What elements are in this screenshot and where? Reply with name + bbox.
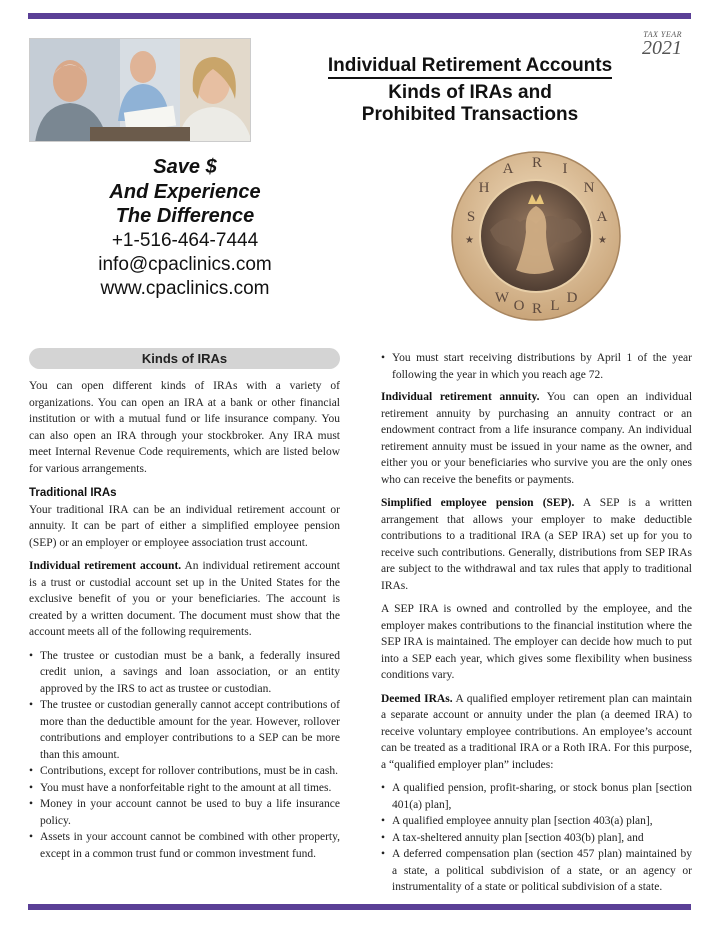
page-subtitle-line-2: Prohibited Transactions — [361, 104, 579, 125]
page-title — [260, 55, 680, 77]
logo-letter-n: N — [583, 180, 595, 196]
list-item: • Contributions, except for rollover contributions, must be in cash. — [29, 763, 340, 780]
list-item: • You must have a nonforfeitable right to the amount at all times. — [29, 780, 340, 797]
annuity-lead: Individual retirement annuity. — [381, 391, 540, 403]
logo-letter-r2: R — [531, 301, 543, 317]
logo-letter-w: W — [494, 290, 510, 306]
list-item: • Assets in your account cannot be combined with other property, except in a common trust fund or common investment fund. — [29, 829, 340, 862]
ira-account-lead: Individual retirement account. — [29, 560, 182, 572]
sep-text: A SEP is a written arrangement that allows your employer to make deductible contributions to a traditional IRA (a SEP IRA) set up for you to receive such contributions. Generally, distributions from SEP IRAs are subject to the withdrawal and tax rules that apply to traditional IRAs. — [381, 497, 692, 592]
sep-paragraph — [381, 495, 692, 594]
list-item: • A tax-sheltered annuity plan [section 403(b) plan], and — [381, 830, 692, 847]
logo-letter-o: O — [513, 298, 525, 314]
logo-letter-s: S — [466, 209, 476, 225]
ira-account-paragraph — [29, 558, 340, 641]
promo-block — [40, 155, 330, 301]
page-subtitle-line-1: Kinds of IRAs and — [388, 82, 552, 103]
svg-text:★: ★ — [465, 235, 474, 246]
annuity-paragraph — [381, 389, 692, 488]
logo-letter-a2: A — [596, 209, 608, 225]
list-item: • The trustee or custodian must be a bank, a federally insured credit union, a savings and loan association, or an entity approved by the IRS to act as trustee or custodian. — [29, 648, 340, 698]
list-item: • A deferred compensation plan (section 457 plan) maintained by a state, a political subdivision of a state, or an agency or instrumentality of a state or political subdivision of a state. — [381, 846, 692, 896]
deemed-iras-lead: Deemed IRAs. — [381, 692, 453, 705]
promo-slogan-line-1: Save $ — [153, 156, 217, 178]
promo-slogan-line-3: The Difference — [115, 205, 255, 227]
intro-paragraph: You can open different kinds of IRAs with a variety of organizations. You can open an IRA at a bank or other financial institution or with a mutual fund or life insurance company. You can also open an IRA through your stockbroker. Any IRA must meet Internal Revenue Code requirements, which are listed below for various arrangements. — [29, 380, 340, 475]
top-accent-bar — [28, 13, 691, 19]
phone-number[interactable]: +1-516-464-7444 — [111, 229, 259, 251]
page-title-text: Individual Retirement Accounts — [328, 55, 612, 79]
email-address[interactable]: info@cpaclinics.com — [98, 253, 272, 275]
distribution-list — [381, 350, 692, 383]
logo-letter-i: I — [562, 161, 568, 177]
bottom-accent-bar — [28, 904, 691, 910]
logo-letter-r: R — [531, 155, 543, 171]
sharina-world-logo — [450, 150, 622, 322]
logo-letter-l: L — [550, 298, 560, 314]
section-title-kinds-of-iras: Kinds of IRAs — [29, 348, 340, 369]
list-item: • Money in your account cannot be used to buy a life insurance policy. — [29, 796, 340, 829]
qualified-plan-list — [381, 780, 692, 896]
left-column — [29, 348, 340, 868]
svg-text:★: ★ — [598, 235, 607, 246]
logo-letter-h: H — [478, 180, 490, 196]
tax-year-label: TAX YEAR — [643, 30, 682, 39]
deemed-iras-text: A qualified employer retirement plan can maintain a separate account or annuity under the plan (a deemed IRA) to receive voluntary employee contributions. An employee’s account can be treated as a traditional IRA or a Roth IRA. For this purpose, a “qualified employer plan” includes: — [381, 692, 692, 771]
website-link[interactable]: www.cpaclinics.com — [100, 277, 270, 299]
deemed-iras-paragraph — [381, 691, 692, 774]
logo-letter-a: A — [502, 161, 514, 177]
list-item: • A qualified employee annuity plan [section 403(a) plan], — [381, 813, 692, 830]
sep-owned-paragraph: A SEP IRA is owned and controlled by the employee, and the employer makes contributions to the financial institution where the SEP IRA is maintained. The employer can decide how much to put into a SEP each year, which gives some flexibility when business conditions vary. — [381, 603, 692, 681]
ira-account-text: An individual retirement account is a trust or custodial account set up in the United States for the exclusive benefit of you or your beneficiaries. The account is created by a written document. The document must show that the account meets all of the following requirements. — [29, 560, 340, 638]
traditional-iras-paragraph: Your traditional IRA can be an individual retirement account or annuity. It can be part of either a simplified employee pension (SEP) or an employer or employee association trust account. — [29, 503, 340, 549]
tax-year: 2021 — [642, 37, 682, 59]
annuity-text: You can open an individual retirement annuity by purchasing an annuity contract or an endowment contract from a life insurance company. An individual retirement annuity must be issued in your name as the owner, and either you or your beneficiaries who survive you are the only ones who can receive the benefits or payments. — [381, 391, 693, 486]
traditional-iras-heading: Traditional IRAs — [29, 487, 117, 499]
ira-requirements-list — [29, 648, 340, 863]
logo-letter-d: D — [566, 290, 578, 306]
promo-slogan-line-2: And Experience — [109, 180, 261, 203]
list-item: • A qualified pension, profit-sharing, or stock bonus plan [section 401(a) plan], — [381, 780, 692, 813]
right-column — [381, 350, 692, 902]
list-item: • You must start receiving distributions by April 1 of the year following the year in which you reach age 72. — [381, 350, 692, 383]
list-item: • The trustee or custodian generally cannot accept contributions of more than the deductible amount for the year. However, rollover contributions and employer contributions to a SEP can be more than this amount. — [29, 697, 340, 763]
sep-lead: Simplified employee pension (SEP). — [381, 497, 575, 509]
advisor-meeting-photo — [29, 38, 251, 142]
